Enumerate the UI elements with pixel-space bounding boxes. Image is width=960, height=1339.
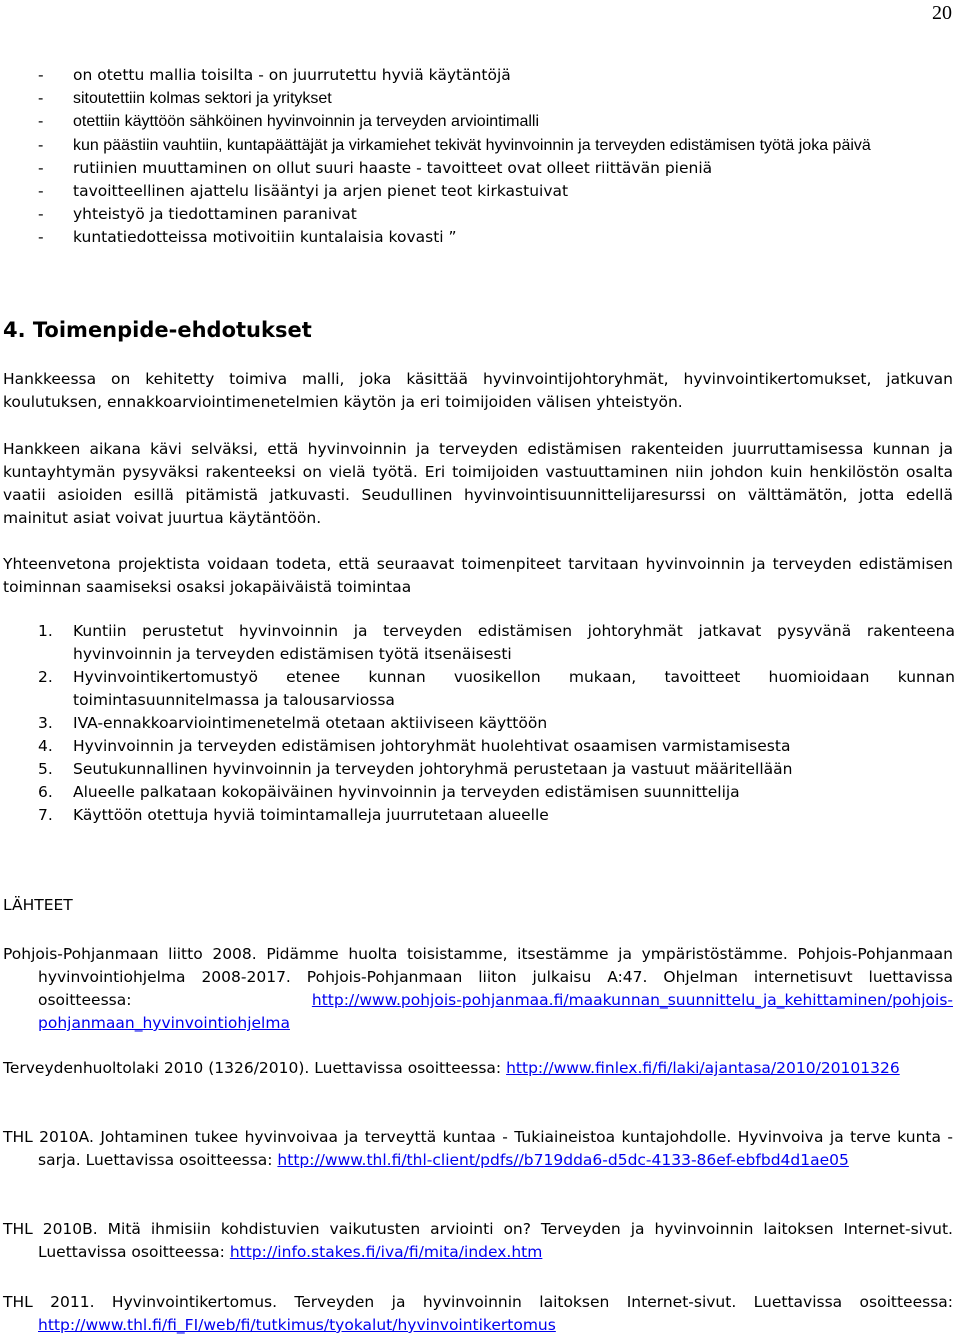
bullet-item: [0, 110, 960, 133]
bullet-text: on otettu mallia toisilta - on juurrutettu hyviä käytäntöjä: [73, 66, 511, 84]
bullet-dash: -: [38, 228, 44, 247]
measure-number: 4.: [38, 737, 53, 755]
bullet-dash: -: [38, 113, 44, 131]
reference-item: [3, 1057, 953, 1080]
measure-number: 2.: [38, 668, 53, 686]
reference-item: [3, 943, 953, 1035]
measure-text: IVA-ennakkoarviointimenetelmä otetaan aktiiviseen käyttöön: [73, 714, 548, 732]
bullet-item: [0, 64, 960, 87]
reference-item: [3, 1126, 953, 1172]
measure-item: [0, 735, 955, 758]
bullet-text: kun päästiin vauhtiin, kuntapäättäjät ja virkamiehet tekivät hyvinvoinnin ja terveyden edistämisen työtä joka päivä: [73, 136, 871, 154]
bullet-dash: -: [38, 205, 44, 224]
bullet-dash: -: [38, 182, 44, 201]
bullet-dash: -: [38, 136, 44, 154]
measure-text: Kuntiin perustetut hyvinvoinnin ja terveyden edistämisen johtoryhmät jatkavat pysyvänä rakenteena hyvinvoinnin ja terveyden edistämisen työtä itsenäisesti: [73, 622, 955, 663]
bullet-item: [0, 226, 960, 249]
measure-text: Seutukunnallinen hyvinvoinnin ja terveyden johtoryhmä perustetaan ja vastuut määritellään: [73, 760, 793, 778]
measure-text: Hyvinvointikertomustyö etenee kunnan vuosikellon mukaan, tavoitteet huomioidaan kunnan toimintasuunnitelmassa ja talousarviossa: [73, 668, 955, 709]
measures-list: [0, 620, 955, 827]
bullet-text: otettiin käyttöön sähköinen hyvinvoinnin ja terveyden arviointimalli: [73, 113, 540, 131]
bullet-item: [0, 157, 960, 180]
measure-item: [0, 712, 955, 735]
reference-link[interactable]: http://www.finlex.fi/fi/laki/ajantasa/2010/20101326: [506, 1059, 900, 1077]
measure-item: [0, 666, 955, 712]
summary-bullet-list: [0, 64, 960, 250]
paragraph-challenges: Hankkeen aikana kävi selväksi, että hyvinvoinnin ja terveyden edistämisen rakenteiden juurruttamisessa kunnan ja kuntayhtymän pysyväksi rakenteeksi on vielä työtä. Eri toimijoiden vastuuttaminen niin johdon kuin henkilöstön osalta vaatii asioiden esillä pitämistä jatkuvasti. Seudullinen hyvinvointisuunnittelijaresurssi on välttämätön, jotta edellä mainitut asiat voivat juurtua käytäntöön.: [3, 440, 953, 527]
bullet-text: yhteistyö ja tiedottaminen paranivat: [73, 205, 357, 224]
measure-item: [0, 758, 955, 781]
bullet-item: [0, 134, 960, 157]
bullet-item: [0, 87, 960, 110]
reference-item: [3, 1218, 953, 1264]
measure-number: 3.: [38, 714, 53, 732]
measure-text: Käyttöön otettuja hyviä toimintamalleja juurrutetaan alueelle: [73, 806, 549, 824]
bullet-item: [0, 203, 960, 226]
bullet-text: rutiinien muuttaminen on ollut suuri haaste - tavoitteet ovat olleet riittävän pieniä: [73, 158, 713, 177]
reference-link[interactable]: http://www.pohjois-pohjanmaa.fi/maakunnan_suunnittelu_ja_kehittaminen/pohjois-pohjanmaan_hyvinvointiohjelma: [38, 991, 953, 1032]
references-title: LÄHTEET: [3, 896, 73, 914]
measure-number: 7.: [38, 806, 53, 824]
measure-text: Hyvinvoinnin ja terveyden edistämisen johtoryhmät huolehtivat osaamisen varmistamisesta: [73, 737, 791, 755]
measure-item: [0, 804, 955, 827]
measure-number: 6.: [38, 783, 53, 801]
bullet-dash: -: [38, 158, 44, 177]
measure-number: 1.: [38, 622, 53, 640]
reference-text: THL 2010B. Mitä ihmisiin kohdistuvien vaikutusten arviointi on? Terveyden ja hyvinvoinnin laitoksen Internet-sivut. Luettavissa osoitteessa:: [3, 1220, 953, 1261]
bullet-dash: -: [38, 90, 44, 108]
bullet-text: sitoutettiin kolmas sektori ja yritykset: [73, 90, 332, 108]
reference-text: Pohjois-Pohjanmaan liitto 2008. Pidämme huolta toisistamme, itsestämme ja ympäristöstämme. Pohjois-Pohjanmaan hyvinvointiohjelma 2008-2017. Pohjois-Pohjanmaan liiton julkaisu A:47. Ohjelman internetisuvt luettavissa osoitteessa:: [3, 945, 953, 1009]
reference-link[interactable]: http://info.stakes.fi/iva/fi/mita/index.htm: [229, 1243, 543, 1261]
measure-number: 5.: [38, 760, 53, 778]
measure-item: [0, 781, 955, 804]
reference-item: [3, 1291, 953, 1337]
measure-text: Alueelle palkataan kokopäiväinen hyvinvoinnin ja terveyden edistämisen suunnittelija: [73, 783, 740, 801]
reference-text: THL 2011. Hyvinvointikertomus. Terveyden ja hyvinvoinnin laitoksen Internet-sivut. Luettavissa osoitteessa:: [3, 1293, 953, 1311]
reference-text: Terveydenhuoltolaki 2010 (1326/2010). Luettavissa osoitteessa:: [3, 1059, 502, 1077]
paragraph-summary: Yhteenvetona projektista voidaan todeta, että seuraavat toimenpiteet tarvitaan hyvinvoinnin ja terveyden edistämisen toiminnan saamiseksi osaksi jokapäiväistä toimintaa: [3, 555, 953, 596]
page-number: 20: [932, 2, 952, 24]
bullet-text: tavoitteellinen ajattelu lisääntyi ja arjen pienet teot kirkastuivat: [73, 182, 569, 201]
paragraph-model: Hankkeessa on kehitetty toimiva malli, joka käsittää hyvinvointijohtoryhmät, hyvinvointikertomukset, jatkuvan koulutuksen, ennakkoarviointimenetelmien käytön ja eri toimijoiden välisen yhteistyön.: [3, 370, 953, 411]
bullet-item: [0, 180, 960, 203]
section-heading: 4. Toimenpide-ehdotukset: [3, 318, 312, 342]
bullet-dash: -: [38, 66, 44, 84]
reference-text: THL 2010A. Johtaminen tukee hyvinvoivaa ja terveyttä kuntaa - Tukiaineistoa kuntajohdolle. Hyvinvoiva ja terve kunta -sarja. Luettavissa osoitteessa:: [3, 1128, 953, 1169]
reference-link[interactable]: http://www.thl.fi/fi_FI/web/fi/tutkimus/tyokalut/hyvinvointikertomus: [38, 1316, 556, 1334]
bullet-text: kuntatiedotteissa motivoitiin kuntalaisia kovasti ”: [73, 228, 457, 247]
reference-link[interactable]: http://www.thl.fi/thl-client/pdfs//b719dda6-d5dc-4133-86ef-ebfbd4d1ae05: [277, 1151, 849, 1169]
measure-item: [0, 620, 955, 666]
